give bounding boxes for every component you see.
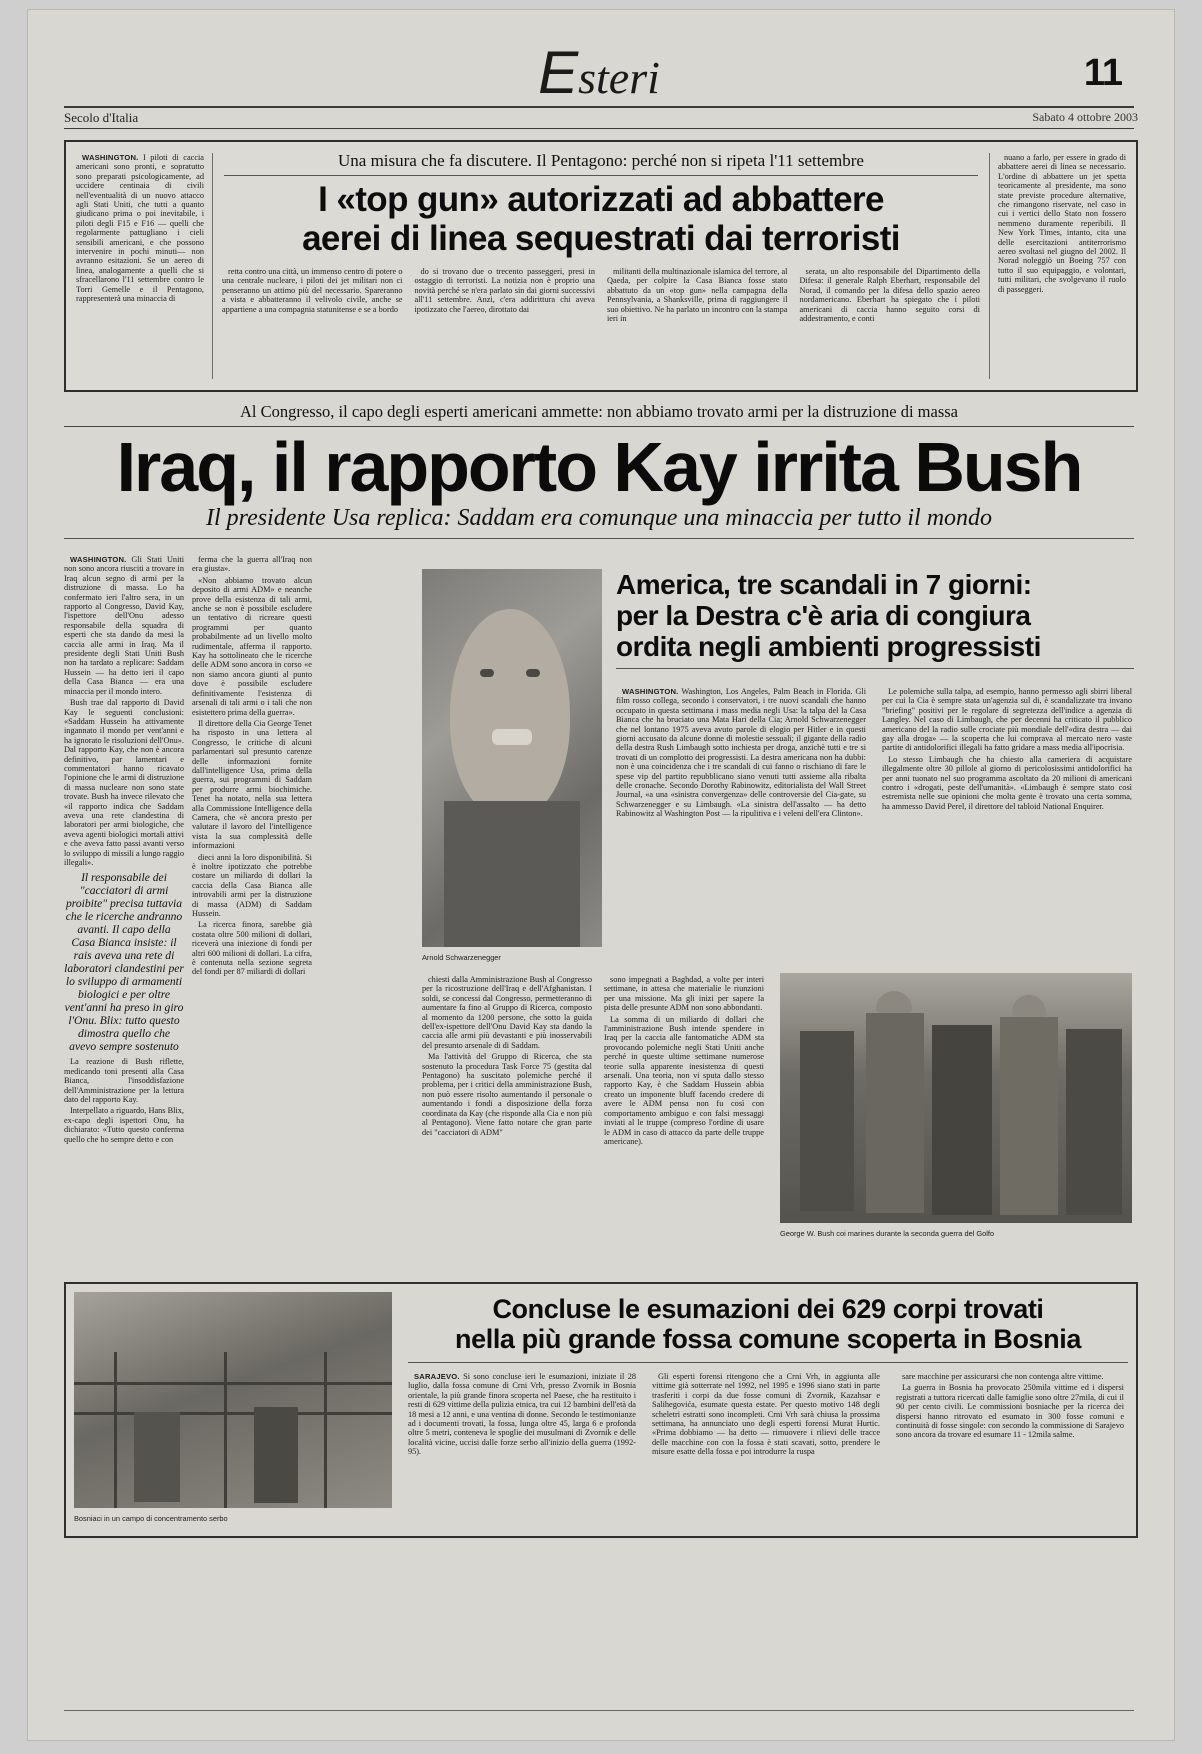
page-number: 11 — [1083, 52, 1122, 94]
main-col1-p1: Gli Stati Uniti non sono ancora riusciti a trovare in Iraq alcun segno di armi per la distruzione di massa. Lo ha confermato ieri l'altro sera, in un rapporto al Congresso, David Kay, l'ispettore dell'Onu adesso responsabile della squadra di esperti che sta dando da mesi la caccia alle armi in Iraq. Ma il presidente degli Stati Uniti Bush non ha tardato a replicare: Saddam Hussein — ha detto ieri il capo della Casa Bianca — era una minaccia per il mondo intero. — [64, 555, 184, 696]
main-col-3 — [422, 975, 592, 1139]
top-story-headline-line1: I «top gun» autorizzati ad abbattere — [318, 180, 884, 219]
bosnia-photo — [74, 1292, 392, 1508]
dateline-city: WASHINGTON. — [82, 153, 139, 162]
side-col-1 — [616, 687, 866, 821]
main-story-overline: Al Congresso, il capo degli esperti americani ammette: non abbiamo trovato armi per la distruzione di massa — [240, 402, 958, 421]
dateline-city: WASHINGTON. — [70, 555, 127, 564]
side-col1-text: Washington, Los Angeles, Palm Beach in Florida. Gli film rosso collega, secondo i conservatori, i tre nuovi scandali che hanno occupato in questa settimana i mass media negli Usa: la talpa del la Casa Bianca che ha bruciato una Mata Hari della Cia; Arnold Schwarzenegger che nel lontano 1975 aveva avuto parole di elogio per Hitler e in questi giorni accusato da alcune donne di molestie sessuali; il gigante della radio della destra Rush Limbaugh sotto inchiesta per droga, anzichè tutti e tre si trovati di un complotto dei progressisti. La destra americana non ha dubbi: non è una coincidenza che i tre scandali di cui fanno o rischiano di fare le spese vip del partito repubblicano siano venuti tutti assieme alla ribalta delle cronache. Secondo Dorothy Rabinowitz, editorialista del Wall Street Journal, «a una «sinistra convergenza» delle controversie del Cia-gate, su Schwarzenegger e su Limbaugh. «La sinistra dell'assalto — ha detto Rabinowitz al Washington Post — la ripulitiva e i veleni dell'era Clinton». — [616, 687, 866, 819]
bottom-col1-text: Si sono concluse ieri le esumazioni, iniziate il 28 luglio, dalla fossa comune di Crni Vrh, presso Zvornik in Bosnia orientale, la più grande finora scoperta nel Paese, che ha restituito i resti di 629 vittime della pulizia etnica, tra cui 12 bambini dell'età da 18 mesi a 12 anni, e una ventina di donne. Secondo le testimonianze ad i documenti trovati, la fossa, lunga oltre 45, larga 6 e profonda oltre 5 metri, conteneva le spoglie dei musulmani di Zvornik e delle località vicine, uccisi dalle forze serbo all'inizio della guerra (1992-95). — [408, 1372, 636, 1457]
top-story-left-column — [76, 153, 204, 381]
bush-marines-photo-caption: George W. Bush coi marines durante la seconda guerra del Golfo — [780, 1229, 995, 1238]
top-story-headline-line2: aerei di linea sequestrati dai terroristi — [302, 219, 900, 258]
main-col3-p2: Ma l'attività del Gruppo di Ricerca, che sta sostenuto la procedura Task Force 75 (gestita dal Pentagono) ha suscitato polemiche perché il problema, per i critici della amministrazione Bush, non può essere risolto aumentando il personale o aumentando i fondi a disposizione della forza coordinata da Kay (che risponde alla Cia e non più al Pentagono). Viene fatto notare che gran parte dei "cacciatori di ADM" — [422, 1052, 592, 1137]
section-title-cap: E — [538, 39, 579, 106]
dateline-city: WASHINGTON. — [622, 687, 679, 696]
main-col4-p1: sono impegnati a Baghdad, a volte per interi settimane, in attesa che materialie le riunzioni per una missione. Ma gli inizi per sapere la pista delle presunte ADM non sono abbondanti. — [604, 975, 764, 1013]
paper-name: Secolo d'Italia — [64, 110, 139, 125]
masthead — [64, 30, 1134, 110]
side-story-headline-line1: America, tre scandali in 7 giorni: — [616, 569, 1032, 600]
bottom-col-3 — [896, 1372, 1124, 1442]
top-story-kicker: Una misura che fa discutere. Il Pentagono: perché non si ripeta l'11 settembre — [338, 151, 864, 170]
main-col2-p5: La ricerca finora, sarebbe già costata oltre 500 milioni di dollari, riceverà una iniezione di fondi per altri 600 milioni di dollari. La cifra, è contenuta nella sezione segreta del fondi per 87 miliardi di dollari — [192, 920, 312, 977]
schwarzenegger-photo-caption: Arnold Schwarzenegger — [422, 953, 501, 962]
bottom-col3-p2: La guerra in Bosnia ha provocato 250mila vittime ed i dispersi registrati a tuttora ricercati dalle famiglie sono oltre 27mila, di cui il 90 per cento civili. Le commissioni bosniache per la ricerca dei dispersi hanno ritrovato ed esumato in 300 fosse comuni e continuità di fosse singole: con secondo la commissione di Sarajevo sono ancora da trovare ed esumare 11 - 12mila salme. — [896, 1383, 1124, 1440]
main-col1-p3: La reazione di Bush riflette, medicando toni presenti alla Casa Bianca, l'insoddisfazione dell'Amministrazione per la lettura dato del rapporto Kay. — [64, 1057, 184, 1105]
schwarzenegger-photo — [422, 569, 602, 947]
top-story-left-text: I piloti di caccia americani sono pronti, e sopratutto sono preparati psicologicamente, ad uccidere centinaia di civili nell'eventualità di un nuovo attacco agli Stati Uniti, che tutti a quanto giudicano prima o poi inevitabile, i piloti degli F15 e F16 — quelli che regolarmente pattugliano i cieli sensibili americani, e che possono intervenire in pochi minuti— non avranno esitazioni. Se un aereo di linea, analogamente a quelli che si sfracellarono l'11 settembre contro le Torri Gemelle e il Pentagono, rappresenterà una minaccia di — [76, 153, 204, 304]
main-story-subhead: Il presidente Usa replica: Saddam era comunque una minaccia per tutto il mondo — [205, 505, 993, 531]
main-col2-p3: Il direttore della Cia George Tenet ha risposto in una lettera al Congresso, le critiche di alcuni parlamentari sul presunto carenze delle informazioni fornite dall'intelligence Usa, prima della guerra, sui programmi di Saddam per produrre armi biochimiche. Tenet ha notato, nella sua lettera alla Commissione Intelligence della Camera, che «è ancora presto per valutare il lavoro del l'intelligence vista la sua complessità delle informazioni — [192, 718, 312, 851]
main-col2-p2: «Non abbiamo trovato alcun deposito di armi ADM» e neanche prove della esistenza di tali armi, anche se non è possibile escludere un tentativo di ricreare questi programmi per quanto probabilmente ad un livello molto rudimentale, afferma il rapporto. Kay ha sottolineato che le ricerche delle ADM sono ancora in corso «e non siamo ancora giunti al punto dove è possibile escludere definitivamente l'esistenza di arsenali di tali armi o i tali che non esistettero prima della guerra». — [192, 575, 312, 717]
main-col2-p4: dieci anni la loro disponibilità. Si è inoltre ipotizzato che potrebbe costare un miliardo di dollari la caccia della Casa Bianca alle introvabili armi per la distruzione di massa (ADM) di Saddam Hussein. — [192, 852, 312, 919]
main-story-headline: Iraq, il rapporto Kay irrita Bush — [116, 428, 1082, 506]
bosnia-photo-caption: Bosniaci in un campo di concentramento serbo — [74, 1514, 228, 1523]
rule-bottom — [64, 1710, 1134, 1711]
top-story-body-p1: retta contro una città, un immenso centro di potere o una centrale nucleare, i piloti dei jet militari non ci penseranno un attimo più del necessario. Spareranno a vista e abbatteranno il velivolo civile, anche se appartiene a una compagnia statunitense e se a bordo — [222, 267, 403, 314]
bottom-story-headline-line2: nella più grande fossa comune scoperta in Bosnia — [455, 1324, 1081, 1354]
top-story-body — [222, 267, 980, 379]
top-story-right-text: nuano a farlo, per essere in grado di abbattere aerei di linea se necessario. L'ordine di abbattere un jet spetta teoricamente al presidente, ma sono state previste procedure alternative, che rimangono riservate, nel caso in cui i vertici dello Stato non fossero nemmeno duramente reperibili. Il New York Times, intanto, cita una delle esercitazioni antiterrorismo aereo svoltasi nel giugno del 2002. Il Norad noleggiò un Boeing 757 con tutto il suo equipaggio, e volontari, tutti militari, che svolgevano il ruolo di passeggeri. — [998, 153, 1126, 294]
top-story-body-p2: do si trovano due o trecento passeggeri, presi in ostaggio di terroristi. La notizia non è proprio una novità perché se n'era parlato sin dai giorni successivi all'11 settembre. Anzi, c'era addirittura chi aveva ipotizzato che l'aereo, dirottato dai — [414, 267, 595, 314]
main-col4-p2: La somma di un miliardo di dollari che l'amministrazione Bush intende spendere in Iraq per la caccia alle fantomatiche ADM sta provocando polemiche negli Stati Uniti anche perché in queste ultime settimane numerose teorie sulla apparente inesistenza di questi arsenali. Una teoria, non vi sputa dallo stesso rapporto Kay, è che Saddam Hussein abbia creato un imponente bluff facendo credere di avere le ADM pensa non fu così con comportamento ambiguo e con falsi messaggi inviati al le truppe (compreso l'ordine di usare le ADM in caso di attacco da parte delle truppe americane). — [604, 1014, 764, 1146]
main-col-2 — [192, 555, 312, 1265]
main-col1-p2: Bush trae dal rapporto di David Kay le seguenti conclusioni: «Saddam Hussein ha attivamente ingannato il mondo per vent'anni e ha ignorato le risoluzioni dell'Onu». Dal rapporto Kay, che non è ancora definitivo, par lamentari e commentatori hanno ricavato l'opinione che le armi di distruzione di massa nucleare non sono state trovate. Bush ha invece rilevato che «il rapporto indica che Saddam aveva una rete clandestina di laboratori per armi biologiche, che aveva agenti biologici mortali attivi e che aveva fatto passi avanti verso lo sviluppo di missili a lungo raggio illegali». — [64, 698, 184, 867]
main-col-1 — [64, 555, 184, 1265]
rule-under-masthead — [64, 128, 1134, 129]
side-col2-p2: Lo stesso Limbaugh che ha chiesto alla cameriera di acquistare illegalmente oltre 30 pillole al giorno di pericolosissimi antidolorifici ha per anni tuonato nel suo programma ascoltato da 20 milioni di americani contro i «drogati, peste dell'umanità». «Limbaugh è sempre stato così estremista nelle sue opinioni che molta gente è trovato una certa somma, ha ammesso David Perel, il direttore del tabloid National Enquirer. — [882, 754, 1132, 811]
side-story-headline-line3: ordita negli ambienti progressisti — [616, 631, 1041, 662]
bottom-story-box — [64, 1282, 1138, 1538]
side-col2-p1: Le polemiche sulla talpa, ad esempio, hanno permesso agli sbirri liberal per cui la Cia è sempre stata un'agenzia sul di, è scandalizzate tra invano "briefing" positivi per le regolare di segretezza dell'indice a agenzia di Langley. Nel caso di Limbaugh, che per decenni ha criticato il pubblico americano del la radio sulle crociate più mondiale dell'«dira destra — dai gay alla droga» — la scoperta che lui comprava al mercato nero vaste partite di antidolorifici illegali ha fatto gridare a mass media all'ipocrisia. — [882, 687, 1132, 753]
side-col-2 — [882, 687, 1132, 813]
main-col2-p1: ferma che la guerra all'Iraq non era giusta». — [192, 555, 312, 574]
section-title-rest: steri — [578, 52, 660, 103]
main-pullquote: Il responsabile dei "cacciatori di armi proibite" precisa tuttavia che le ricerche andranno avanti. Il capo della Casa Bianca insiste: il rais aveva una rete di laboratori clandestini per lo sviluppo di armamenti biologici e per oltre vent'anni ha preso in giro l'Onu. Blix: tutto questo dimostra quello che avevo sempre sostenuto — [64, 871, 184, 1054]
main-story-body — [64, 555, 1134, 1265]
date-line: Sabato 4 ottobre 2003 — [1032, 110, 1138, 124]
top-story-body-p3: militanti della multinazionale islamica del terrore, al Qaeda, per colpire la Casa Bianca fosse stato abbattuto da un «top gun» nella campagna della Pennsylvania, a Shanksville, prima di raggiungere il suo obiettivo. Ne ha parlato un incontro con la stampa ieri in — [607, 267, 788, 324]
bush-marines-photo — [780, 973, 1132, 1223]
top-story-box — [64, 140, 1138, 392]
bottom-col-1 — [408, 1372, 636, 1459]
dateline-city: SARAJEVO. — [414, 1372, 460, 1381]
main-col3-p1: chiesti dalla Amministrazione Bush al Congresso per la ricostruzione dell'Iraq e dell'Afghanistan. I soldi, se concessi dal Congresso, permetteranno di aumentare fa fino al Gruppo di Ricerca, composto al momento da 1200 persone, che sotto la guida dell'ex-ispettore dell'Onu David Kay sta dando la caccia alle armi più devastanti e più inosservabili del presunto arsenale di di Saddam. — [422, 975, 592, 1050]
side-story-headline-line2: per la Destra c'è aria di congiura — [616, 600, 1031, 631]
main-story-header — [64, 402, 1134, 539]
bottom-col2-text: Gli esperti forensi ritengono che a Crni Vrh, in aggiunta alle vittime già sotterrate nel 1992, nel 1995 e 1996 siano stati in parte trasferiti i corpi da due fosse comuni di Zvornik, Kazahsar e Salihegovića, esumate questa estate. Per questo motivo 148 degli scheletri estratti sono incompleti. Crni Vrh sarà chiusa la prossima settimana, ha annunciato uno degli esperti forensi Murat Hurtic. «Prima dobbiamo — ha detto — rimuovere i rilievi delle tracce delle macchine con con la fossa è stati scavati, sotto, prendere le misure esatte della fossa e poi introdurre la ruspa — [652, 1372, 880, 1457]
bottom-col3-p1: sare macchine per assicurarsi che non contenga altre vittime. — [902, 1372, 1104, 1381]
bottom-col-2 — [652, 1372, 880, 1459]
page-sheet — [28, 10, 1174, 1740]
rule-top — [64, 106, 1134, 108]
bottom-story-header — [408, 1294, 1128, 1363]
top-story-right-column — [998, 153, 1126, 381]
section-title — [64, 38, 1134, 107]
top-story-body-p4: serata, un alto responsabile del Dipartimento della Difesa: il generale Ralph Eberhart, responsabile del Norad, il comando per la difesa dello spazio aereo nordamericano. Eberhart ha spiegato che i piloti americani di caccia hanno seguito corsi di addestramento, e conti — [799, 267, 980, 324]
main-col1-p4: Interpellato a riguardo, Hans Blix, ex-capo degli ispettori Onu, ha dichiarato: «Tutto questo conferma quello che ho sempre detto e con — [64, 1106, 184, 1144]
bottom-story-headline-line1: Concluse le esumazioni dei 629 corpi trovati — [492, 1294, 1044, 1324]
side-story-header — [616, 569, 1134, 669]
main-col-4 — [604, 975, 764, 1148]
